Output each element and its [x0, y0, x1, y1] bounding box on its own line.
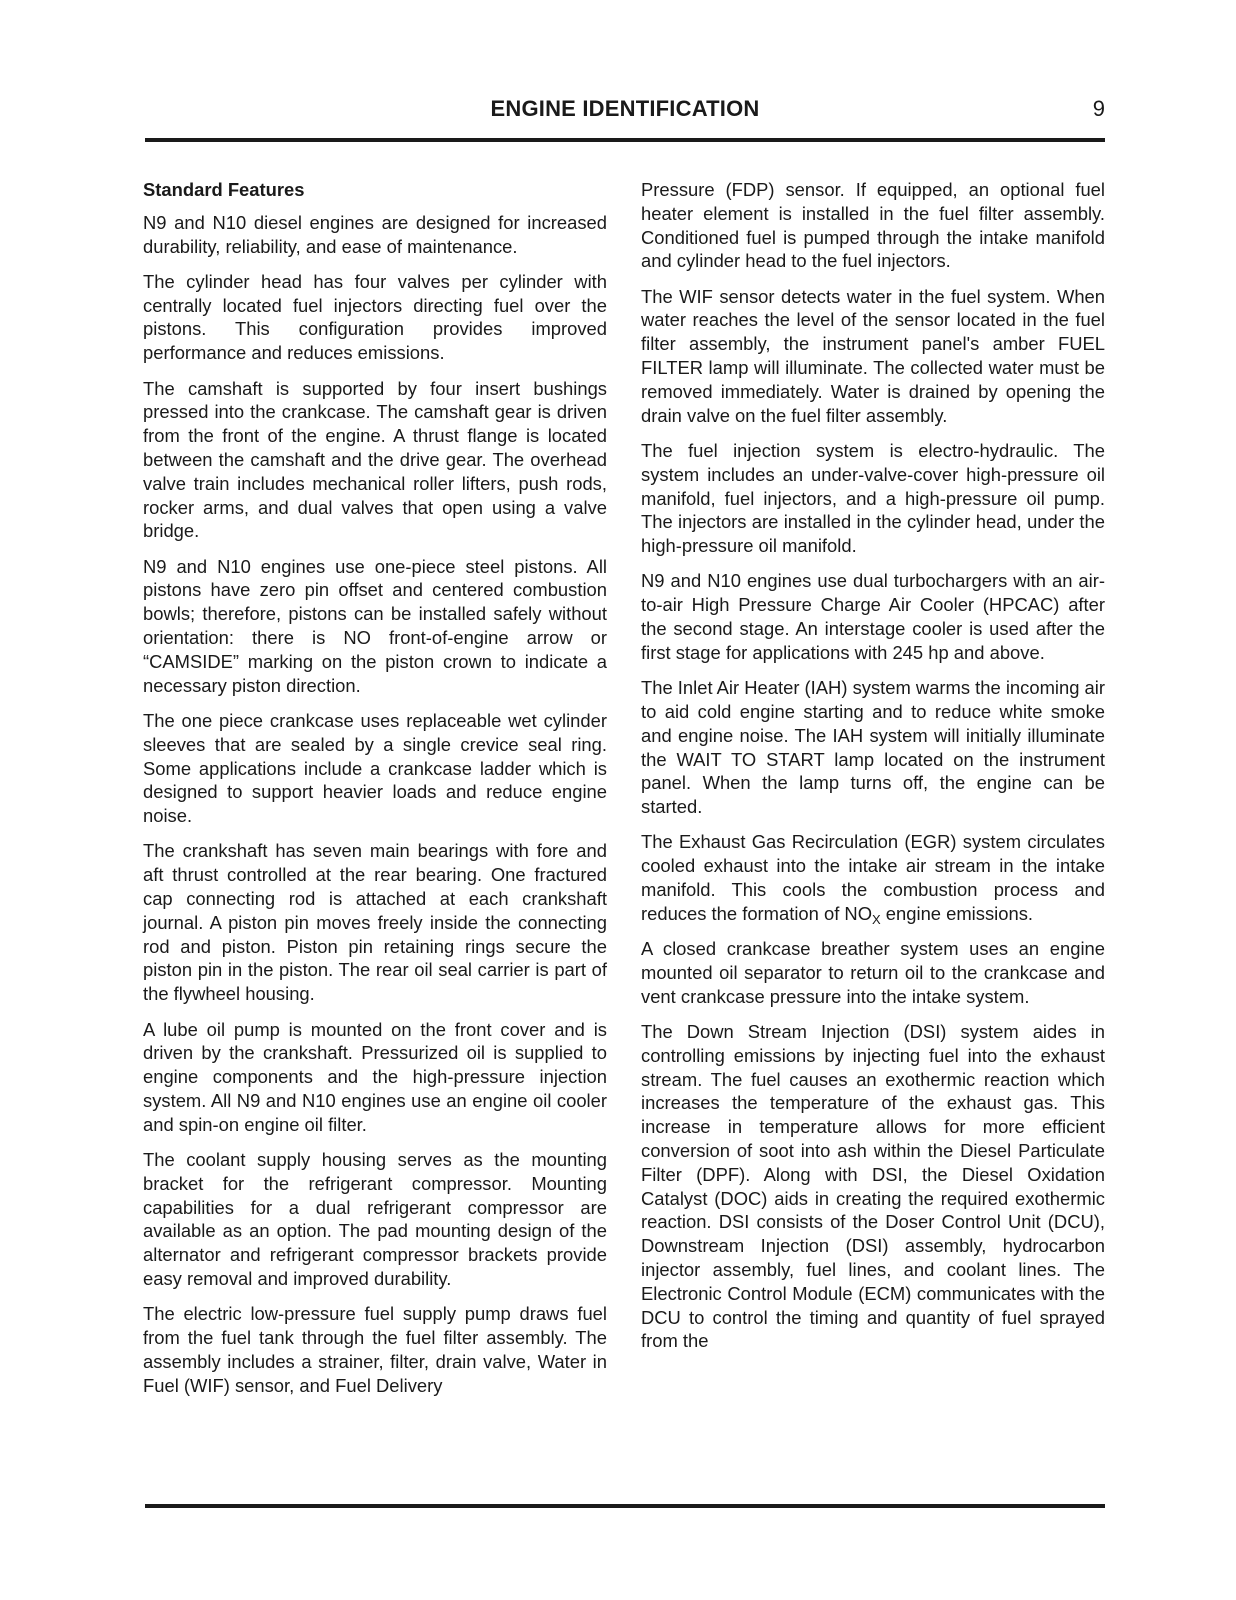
nox-subscript: X: [872, 911, 881, 927]
page-number: 9: [1092, 96, 1105, 121]
left-column: [143, 178, 607, 1409]
paragraph: Pressure (FDP) sensor. If equipped, an optional fuel heater element is installed in the fuel filter assembly. Conditioned fuel is pumped through the intake manifold and cylinder head to the fuel injectors.: [641, 179, 1105, 272]
egr-text: The Exhaust Gas Recirculation (EGR) system circulates cooled exhaust into the intake air stream in the intake manifold. This cools the combustion process and reduces the formation of NO: [641, 831, 1105, 924]
section-heading: Standard Features: [143, 179, 305, 200]
right-column: [641, 178, 1105, 1365]
page-header: [145, 96, 1105, 126]
paragraph: The coolant supply housing serves as the mounting bracket for the refrigerant compressor. Mounting capabilities for a dual refrigerant compressor are available as an option. The pad mounting design of the alternator and refrigerant compressor brackets provide easy removal and improved durability.: [143, 1148, 607, 1289]
paragraph: The Inlet Air Heater (IAH) system warms the incoming air to aid cold engine starting and to reduce white smoke and engine noise. The IAH system will initially illuminate the WAIT TO START lamp located on the instrument panel. When the lamp turns off, the engine can be started.: [641, 677, 1105, 818]
paragraph: The WIF sensor detects water in the fuel system. When water reaches the level of the sensor located in the fuel filter assembly, the instrument panel's amber FUEL FILTER lamp will illuminate. The collected water must be removed immediately. Water is drained by opening the drain valve on the fuel filter assembly.: [641, 285, 1105, 426]
footer-rule: [145, 1504, 1105, 1508]
page-title: ENGINE IDENTIFICATION: [490, 96, 760, 121]
paragraph: A lube oil pump is mounted on the front cover and is driven by the crankshaft. Pressurized oil is supplied to engine components and the high-pressure injection system. All N9 and N10 engines use an engine oil cooler and spin-on engine oil filter.: [143, 1018, 607, 1135]
paragraph: The one piece crankcase uses replaceable wet cylinder sleeves that are sealed by a single crevice seal ring. Some applications include a crankcase ladder which is designed to support heavier loads and reduce engine noise.: [143, 709, 607, 827]
paragraph: The Down Stream Injection (DSI) system aides in controlling emissions by injecting fuel into the exhaust stream. The fuel causes an exothermic reaction which increases the temperature of the exhaust gas. This increase in temperature allows for more efficient conversion of soot into ash within the Diesel Particulate Filter (DPF). Along with DSI, the Diesel Oxidation Catalyst (DOC) aids in creating the required exothermic reaction. DSI consists of the Doser Control Unit (DCU), Downstream Injection (DSI) assembly, hydrocarbon injector assembly, fuel lines, and coolant lines. The Electronic Control Module (ECM) communicates with the DCU to control the timing and quantity of fuel sprayed from the: [641, 1021, 1105, 1352]
paragraph: The crankshaft has seven main bearings with fore and aft thrust controlled at the rear bearing. One fractured cap connecting rod is attached at each crankshaft journal. A piston pin moves freely inside the connecting rod and piston. Piston pin retaining rings secure the piston pin in the piston. The rear oil seal carrier is part of the flywheel housing.: [143, 840, 607, 1005]
egr-text-end: engine emissions.: [880, 902, 1034, 924]
paragraph: The fuel injection system is electro-hydraulic. The system includes an under-valve-cover high-pressure oil manifold, fuel injectors, and a high-pressure oil pump. The injectors are installed in the cylinder head, under the high-pressure oil manifold.: [641, 439, 1105, 557]
paragraph: The camshaft is supported by four insert bushings pressed into the crankcase. The camshaft gear is driven from the front of the engine. A thrust flange is located between the camshaft and the drive gear. The overhead valve train includes mechanical roller lifters, push rods, rocker arms, and dual valves that open using a valve bridge.: [143, 377, 607, 542]
paragraph: The cylinder head has four valves per cylinder with centrally located fuel injectors directing fuel over the pistons. This configuration provides improved performance and reduces emissions.: [143, 270, 607, 364]
paragraph: A closed crankcase breather system uses an engine mounted oil separator to return oil to the crankcase and vent crankcase pressure into the intake system.: [641, 938, 1105, 1007]
paragraph: N9 and N10 diesel engines are designed for increased durability, reliability, and ease of maintenance.: [143, 211, 607, 257]
paragraph: N9 and N10 engines use one-piece steel pistons. All pistons have zero pin offset and centered combustion bowls; therefore, pistons can be installed safely without orientation: there is NO front-of-engine arrow or “CAMSIDE” marking on the piston crown to indicate a necessary piston direction.: [143, 555, 607, 696]
egr-paragraph: [641, 830, 1105, 925]
paragraph: The electric low-pressure fuel supply pump draws fuel from the fuel tank through the fuel filter assembly. The assembly includes a strainer, filter, drain valve, Water in Fuel (WIF) sensor, and Fuel Delivery: [143, 1303, 607, 1396]
paragraph: N9 and N10 engines use dual turbochargers with an air-to-air High Pressure Charge Air Cooler (HPCAC) after the second stage. An interstage cooler is used after the first stage for applications with 245 hp and above.: [641, 570, 1105, 663]
header-rule: [145, 138, 1105, 142]
